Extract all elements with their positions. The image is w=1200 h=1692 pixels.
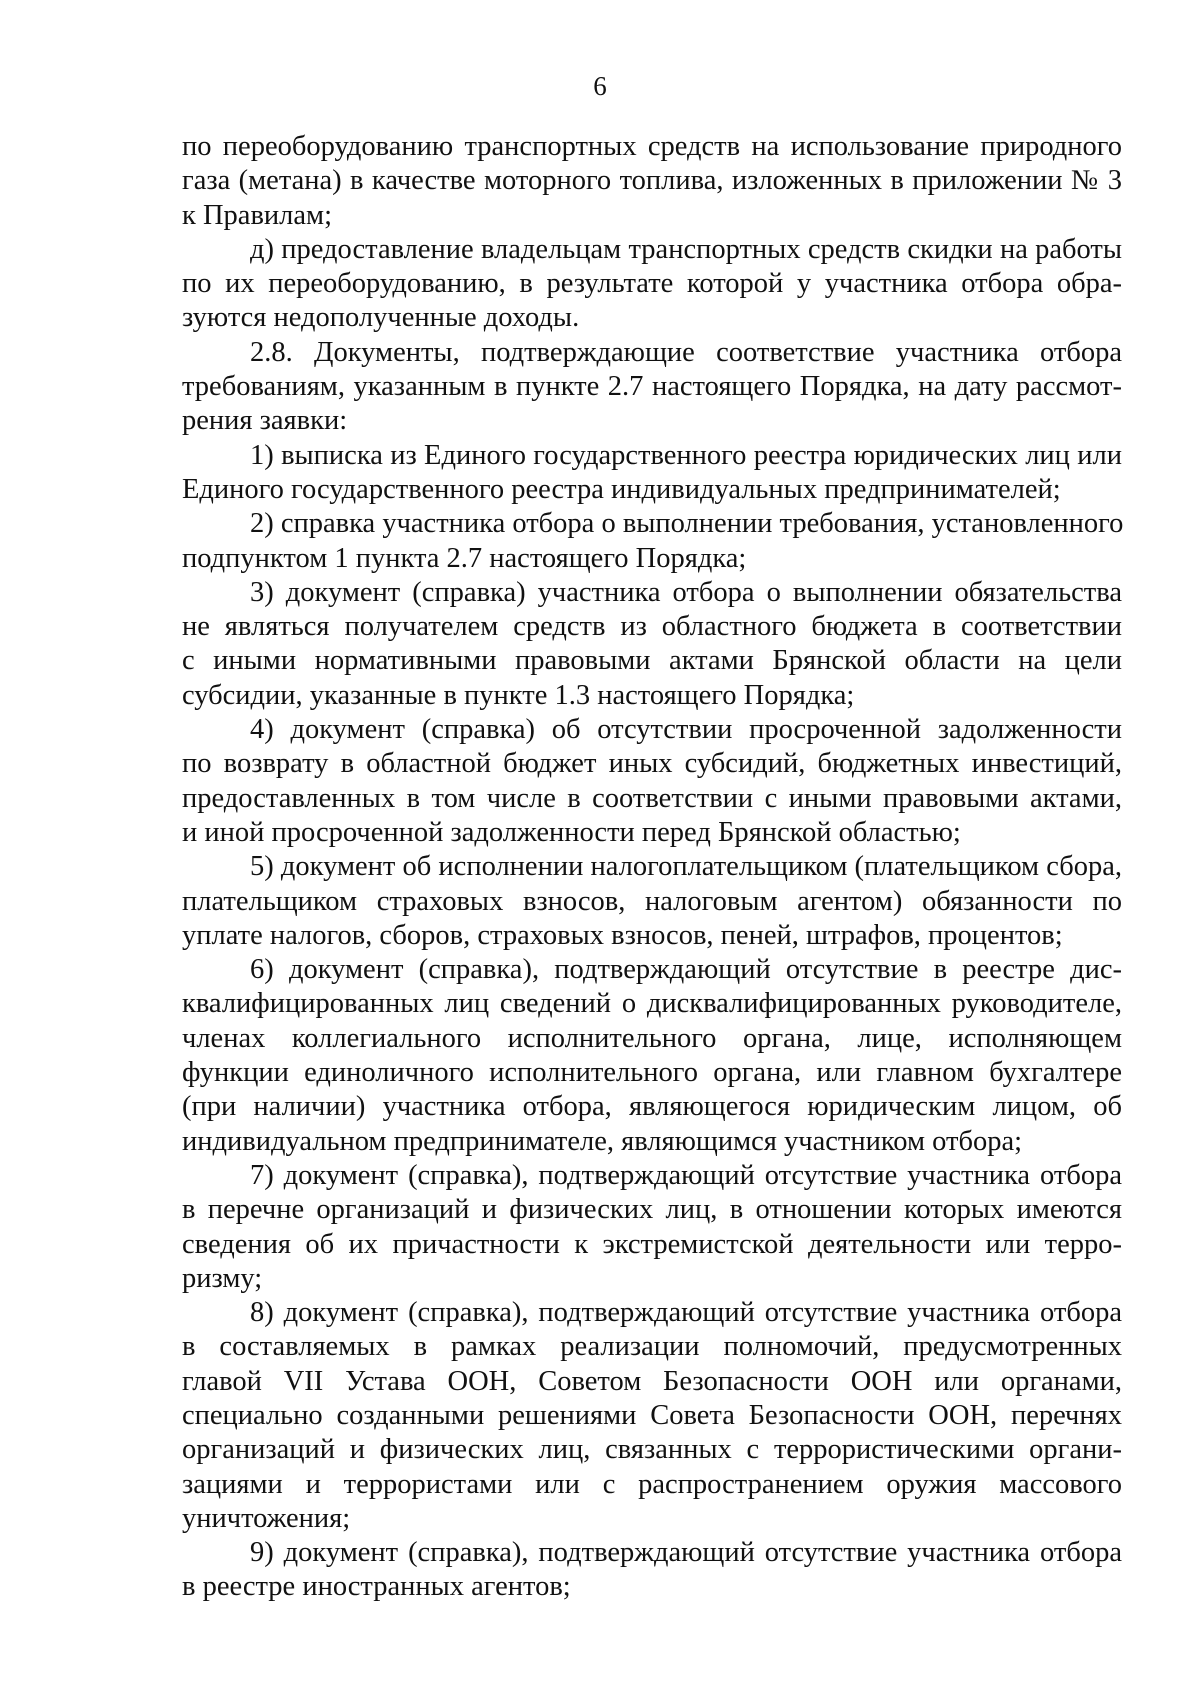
text-line: субсидии, указанные в пункте 1.3 настоящего Порядка; — [182, 679, 855, 711]
text-line: 7) документ (справка), подтверждающий отсутствие участника отбора — [250, 1159, 1122, 1191]
text-line: не являться получателем средств из областного бюджета в соответствии — [182, 611, 1122, 643]
text-line: в перечне организаций и физических лиц, в отношении которых имеются — [182, 1194, 1122, 1226]
text-line: членах коллегиального исполнительного органа, лице, исполняющем — [182, 1022, 1122, 1054]
text-line: в реестре иностранных агентов; — [182, 1571, 571, 1603]
text-line: 5) документ об исполнении налогоплательщиком (плательщиком сбора, — [250, 851, 1122, 883]
text-line: с иными нормативными правовыми актами Брянской области на цели — [182, 645, 1122, 677]
text-line: (при наличии) участника отбора, являющегося юридическим лицом, об — [182, 1091, 1122, 1123]
text-line: специально созданными решениями Совета Безопасности ООН, перечнях — [182, 1399, 1122, 1431]
text-line: 2) справка участника отбора о выполнении требования, установленного — [250, 508, 1124, 540]
text-line: функции единоличного исполнительного органа, или главном бухгалтере — [182, 1057, 1122, 1089]
text-line: рения заявки: — [182, 405, 348, 437]
text-line: квалифицированных лиц сведений о дисквалифицированных руководителе, — [182, 988, 1122, 1020]
text-line: по переоборудованию транспортных средств на использование природного — [182, 131, 1122, 162]
text-line: 4) документ (справка) об отсутствии просроченной задолженности — [250, 714, 1122, 746]
text-line: ризму; — [182, 1262, 263, 1294]
text-line: д) предоставление владельцам транспортных средств скидки на работы — [250, 233, 1122, 265]
text-line: 6) документ (справка), подтверждающий отсутствие в реестре дис- — [250, 954, 1122, 986]
text-line: зуются недополученные доходы. — [182, 302, 580, 334]
text-line: к Правилам; — [182, 199, 332, 231]
text-line: 1) выписка из Единого государственного реестра юридических лиц или — [250, 439, 1122, 471]
text-line: требованиям, указанным в пункте 2.7 настоящего Порядка, на дату рассмот- — [182, 371, 1122, 403]
text-line: по возврату в областной бюджет иных субсидий, бюджетных инвестиций, — [182, 748, 1122, 780]
text-line: главой VII Устава ООН, Советом Безопасности ООН или органами, — [182, 1365, 1122, 1397]
text-line: и иной просроченной задолженности перед Брянской областью; — [182, 816, 961, 848]
text-line: подпунктом 1 пункта 2.7 настоящего Порядка; — [182, 542, 747, 574]
text-line: организаций и физических лиц, связанных с террористическими органи- — [182, 1434, 1122, 1466]
text-line: 8) документ (справка), подтверждающий отсутствие участника отбора — [250, 1297, 1122, 1329]
text-line: по их переоборудованию, в результате которой у участника отбора обра- — [182, 268, 1122, 300]
text-line: предоставленных в том числе в соответствии с иными правовыми актами, — [182, 782, 1122, 814]
text-line: уплате налогов, сборов, страховых взносов, пеней, штрафов, процентов; — [182, 919, 1063, 951]
text-line: индивидуальном предпринимателе, являющимся участником отбора; — [182, 1125, 1023, 1157]
text-line: 3) документ (справка) участника отбора о выполнении обязательства — [250, 576, 1122, 608]
text-line: Единого государственного реестра индивидуальных предпринимателей; — [182, 473, 1061, 505]
document-body — [182, 130, 1122, 1605]
text-line: уничтожения; — [182, 1502, 351, 1534]
page-number: 6 — [593, 71, 607, 101]
text-line: сведения об их причастности к экстремистской деятельности или терро- — [182, 1228, 1122, 1260]
text-line: зациями и террористами или с распространением оружия массового — [182, 1468, 1122, 1500]
text-line: газа (метана) в качестве моторного топлива, изложенных в приложении № 3 — [182, 165, 1122, 197]
text-line: 9) документ (справка), подтверждающий отсутствие участника отбора — [250, 1537, 1122, 1569]
text-line: 2.8. Документы, подтверждающие соответствие участника отбора — [250, 336, 1122, 368]
text-line: в составляемых в рамках реализации полномочий, предусмотренных — [182, 1331, 1122, 1363]
text-line: плательщиком страховых взносов, налоговым агентом) обязанности по — [182, 885, 1122, 917]
